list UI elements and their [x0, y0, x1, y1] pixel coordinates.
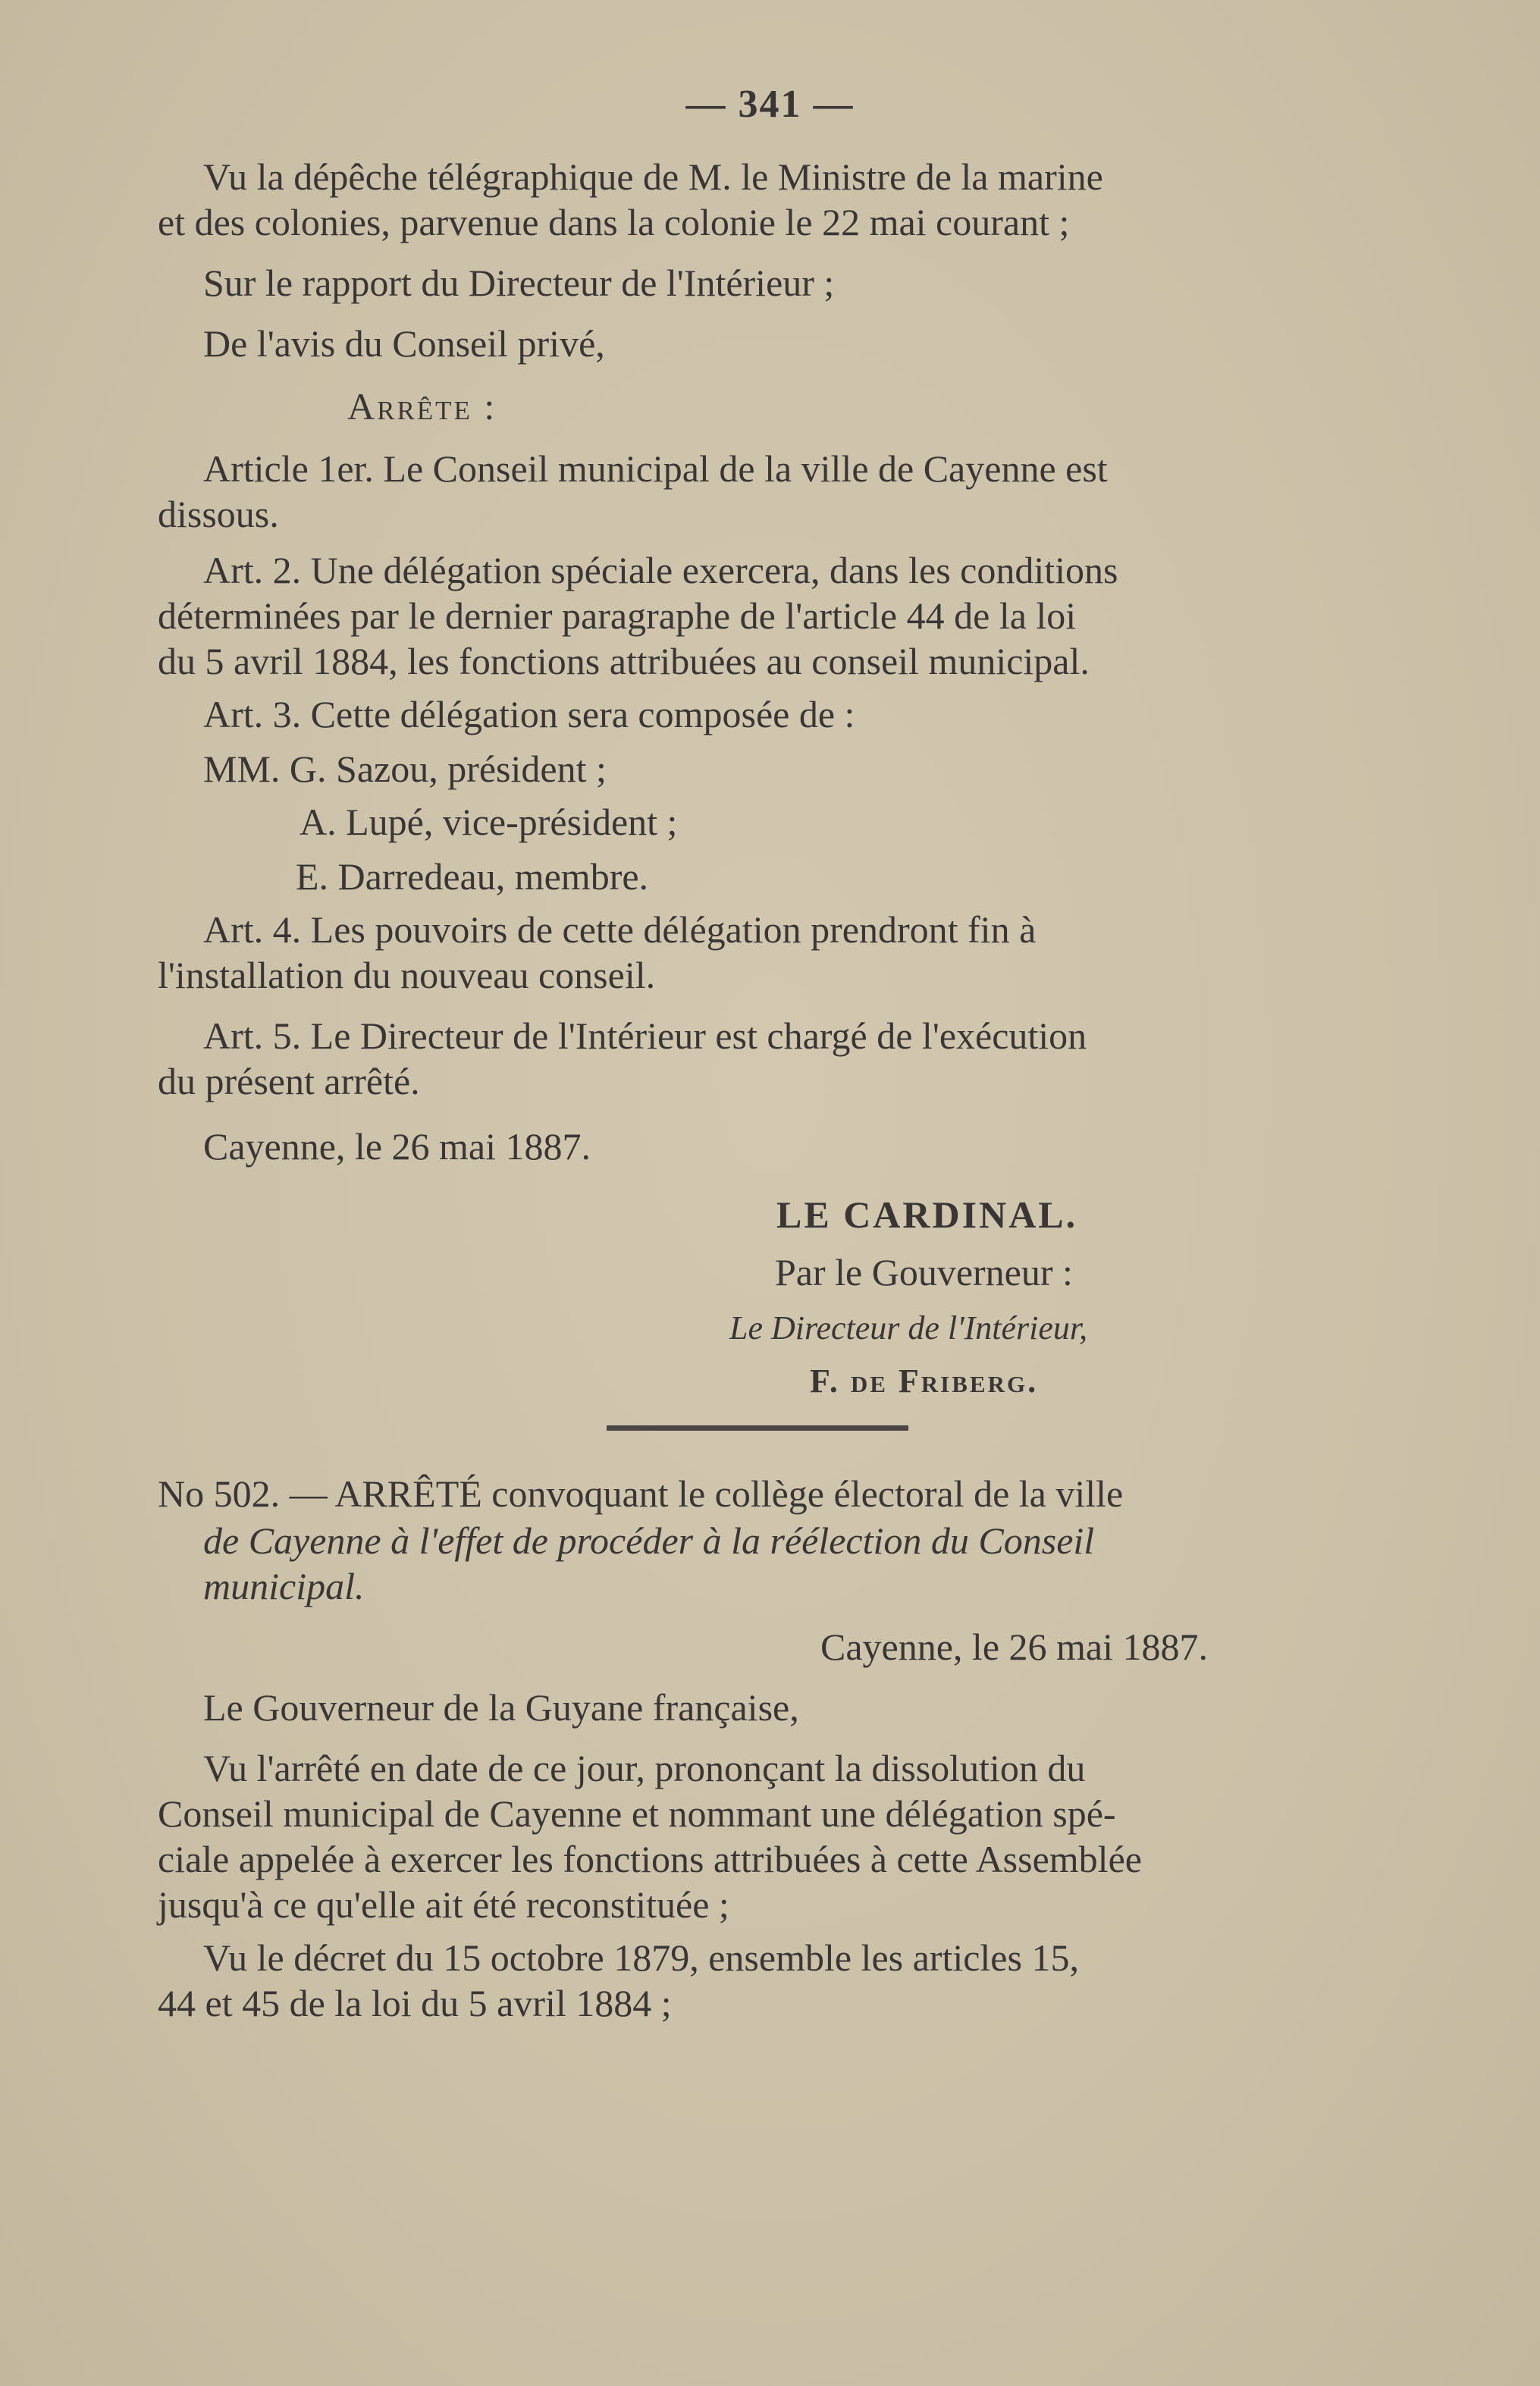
text-line: E. Darredeau, membre. [296, 855, 649, 898]
text-line: jusqu'à ce qu'elle ait été reconstituée ; [158, 1883, 729, 1926]
signature-line: Le Directeur de l'Intérieur, [729, 1309, 1088, 1347]
text-line: Art. 4. Les pouvoirs de cette délégation prendront fin à [203, 908, 1037, 951]
text-line: Vu la dépêche télégraphique de M. le Ministre de la marine [203, 155, 1103, 198]
text-line: déterminées par le dernier paragraphe de l'article 44 de la loi [158, 594, 1077, 637]
text-line: et des colonies, parvenue dans la colonie le 22 mai courant ; [158, 201, 1070, 243]
text-line: ciale appelée à exercer les fonctions attribuées à cette Assemblée [158, 1838, 1142, 1880]
text-line: l'installation du nouveau conseil. [158, 954, 656, 996]
heading-line: municipal. [203, 1565, 365, 1607]
text-line: Conseil municipal de Cayenne et nommant une délégation spé- [158, 1792, 1116, 1835]
heading-line: de Cayenne à l'effet de procéder à la réélection du Conseil [203, 1519, 1095, 1562]
signature-name: LE CARDINAL. [776, 1193, 1078, 1236]
text-line: Article 1er. Le Conseil municipal de la ville de Cayenne est [203, 447, 1108, 490]
text-line: MM. G. Sazou, président ; [203, 748, 607, 790]
text-line: du présent arrêté. [158, 1060, 420, 1102]
text-line: Art. 2. Une délégation spéciale exercera, dans les conditions [203, 549, 1118, 591]
text-line: De l'avis du Conseil privé, [203, 322, 605, 365]
text-line: Sur le rapport du Directeur de l'Intérieur ; [203, 262, 835, 304]
text-line: Arrête : [347, 385, 497, 428]
text-line: Art. 5. Le Directeur de l'Intérieur est chargé de l'exécution [203, 1014, 1087, 1057]
text-line: 44 et 45 de la loi du 5 avril 1884 ; [158, 1982, 672, 2024]
page-number: — 341 — [685, 83, 855, 126]
text-line: dissous. [158, 493, 279, 535]
text-line: Le Gouverneur de la Guyane française, [203, 1686, 799, 1729]
date-line: Cayenne, le 26 mai 1887. [203, 1125, 591, 1168]
signature-name: F. de Friberg. [810, 1362, 1039, 1400]
signature-line: Par le Gouverneur : [775, 1251, 1073, 1293]
text-line: Art. 3. Cette délégation sera composée de : [203, 693, 855, 735]
text-line: Vu l'arrêté en date de ce jour, prononçant la dissolution du [203, 1747, 1086, 1789]
separator-rule [607, 1425, 908, 1431]
text-line: Vu le décret du 15 octobre 1879, ensemble les articles 15, [203, 1936, 1079, 1979]
heading-line: No 502. — ARRÊTÉ convoquant le collège électoral de la ville [158, 1472, 1124, 1515]
text-line: A. Lupé, vice-président ; [300, 801, 678, 843]
text-line: du 5 avril 1884, les fonctions attribuées au conseil municipal. [158, 640, 1090, 682]
date-line: Cayenne, le 26 mai 1887. [820, 1626, 1208, 1668]
